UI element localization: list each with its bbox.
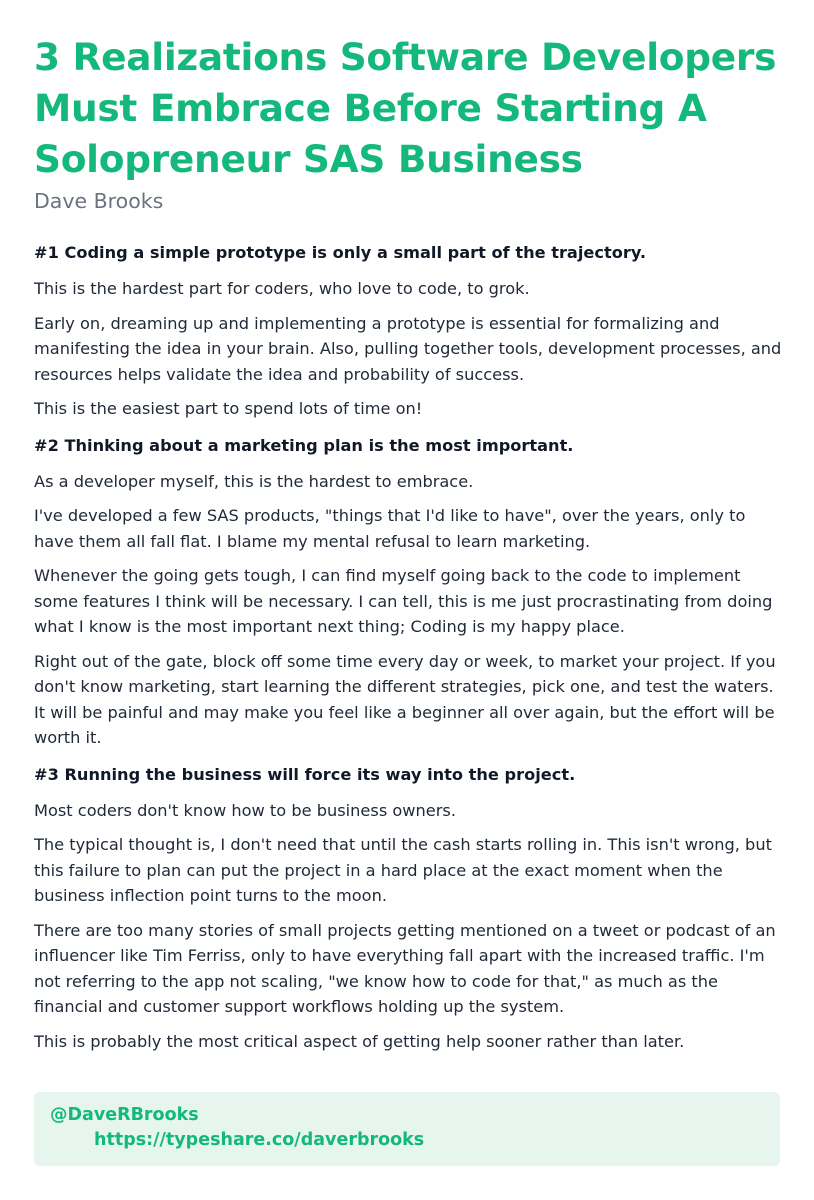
article [34,32,782,1063]
article-body [34,238,782,1054]
paragraph: The typical thought is, I don't need that until the cash starts rolling in. This isn't wrong, but this failure to plan can put the project in a hard place at the exact moment when the business inflection point turns to the moon. [34,835,772,905]
article-author: Dave Brooks [34,189,164,213]
paragraph: There are too many stories of small projects getting mentioned on a tweet or podcast of an influencer like Tim Ferriss, only to have everything fall apart with the increased traffic. I'm not referring to the app not scaling, "we know how to code for that," as much as the financial and customer support workflows holding up the system. [34,920,776,1016]
section-heading-2: #2 Thinking about a marketing plan is the most important. [34,435,574,455]
paragraph: This is probably the most critical aspect of getting help sooner rather than later. [34,1031,685,1051]
paragraph: I've developed a few SAS products, "things that I'd like to have", over the years, only to have them all fall flat. I blame my mental refusal to learn marketing. [34,506,746,551]
paragraph: Right out of the gate, block off some time every day or week, to market your project. If you don't know marketing, start learning the different strategies, pick one, and test the waters. It will be painful and may make you feel like a beginner all over again, but the effort will be worth it. [34,651,776,747]
typeshare-profile-link[interactable]: https://typeshare.co/daverbrooks [94,1130,425,1150]
paragraph: This is the hardest part for coders, who love to code, to grok. [34,279,530,298]
paragraph: Most coders don't know how to be business owners. [34,800,456,820]
author-handle-link[interactable]: @DaveRBrooks [50,1105,199,1125]
author-footer [34,1092,780,1166]
paragraph: Early on, dreaming up and implementing a prototype is essential for formalizing and manifesting the idea in your brain. Also, pulling together tools, development processes, and resources helps validate the idea and probability of success. [34,313,782,384]
paragraph: As a developer myself, this is the hardest to embrace. [34,471,474,491]
paragraph: This is the easiest part to spend lots of time on! [34,399,423,418]
paragraph: Whenever the going gets tough, I can find myself going back to the code to implement some features I think will be necessary. I can tell, this is me just procrastinating from doing what I know is the most important next thing; Coding is my happy place. [34,566,773,636]
section-heading-1: #1 Coding a simple prototype is only a small part of the trajectory. [34,243,647,262]
article-title: 3 Realizations Software Developers Must Embrace Before Starting A Solopreneur SAS Business [34,35,777,181]
section-heading-3: #3 Running the business will force its way into the project. [34,764,576,784]
